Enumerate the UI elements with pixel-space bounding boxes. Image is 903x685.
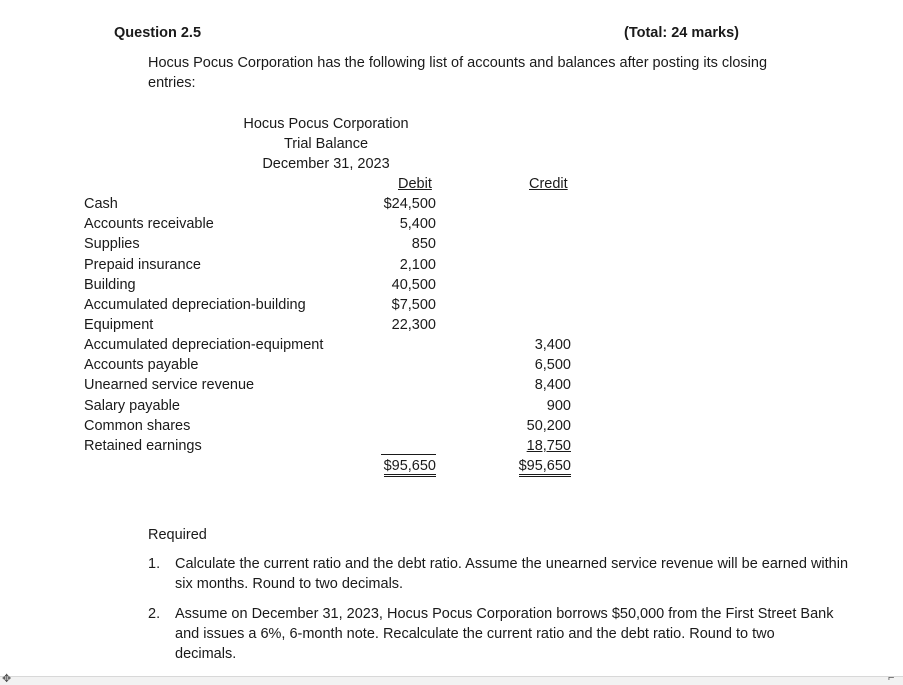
question-intro: Hocus Pocus Corporation has the following list of accounts and balances after posting its closing entries:	[148, 55, 768, 91]
account-name: Building	[84, 277, 136, 293]
credit-header: Credit	[529, 176, 568, 192]
item-number: 2.	[148, 606, 161, 622]
credit-amount: 6,500	[534, 357, 571, 373]
account-name: Unearned service revenue	[84, 377, 255, 393]
debit-amount: 40,500	[391, 277, 436, 293]
required-heading: Required	[148, 527, 207, 543]
debit-total-value: $95,650	[384, 458, 436, 477]
debit-amount: $24,500	[383, 196, 436, 212]
resize-corner-icon[interactable]: ⌐	[888, 672, 895, 684]
credit-total-value: $95,650	[519, 458, 571, 477]
debit-header: Debit	[398, 176, 432, 192]
required-item-1: Calculate the current ratio and the debt ratio. Assume the unearned service revenue will be earned within six months. Round to two decimals.	[175, 556, 849, 592]
debit-total	[346, 456, 436, 476]
account-name: Accumulated depreciation-building	[84, 297, 306, 313]
account-name: Cash	[84, 196, 118, 212]
debit-amount: 2,100	[399, 257, 436, 273]
item-number: 1.	[148, 556, 161, 572]
credit-amount: 18,750	[526, 438, 571, 454]
statement-date: December 31, 2023	[262, 156, 390, 172]
account-name: Accounts payable	[84, 357, 199, 373]
credit-amount: 3,400	[534, 337, 571, 353]
account-name: Supplies	[84, 236, 140, 252]
credit-total	[480, 456, 571, 476]
account-name: Equipment	[84, 317, 154, 333]
total-marks: (Total: 24 marks)	[624, 25, 739, 41]
statement-name: Trial Balance	[283, 136, 369, 152]
company-name: Hocus Pocus Corporation	[243, 116, 409, 132]
debit-amount: 5,400	[399, 216, 436, 232]
account-name: Prepaid insurance	[84, 257, 201, 273]
debit-total-rule	[381, 454, 436, 455]
required-item-2: Assume on December 31, 2023, Hocus Pocus Corporation borrows $50,000 from the First Street Bank and issues a 6%, 6-month note. Recalculate the current ratio and the debt ratio. Round to two decimals.	[175, 606, 834, 662]
account-name: Common shares	[84, 418, 191, 434]
credit-amount: 900	[546, 398, 571, 414]
debit-amount: 22,300	[391, 317, 436, 333]
credit-amount: 50,200	[526, 418, 571, 434]
account-name: Retained earnings	[84, 438, 202, 454]
account-name: Accounts receivable	[84, 216, 214, 232]
account-name: Accumulated depreciation-equipment	[84, 337, 324, 353]
debit-amount: $7,500	[391, 297, 436, 313]
move-handle-icon[interactable]: ✥	[2, 673, 12, 685]
question-title: Question 2.5	[114, 25, 202, 41]
debit-amount: 850	[411, 236, 436, 252]
account-name: Salary payable	[84, 398, 180, 414]
credit-amount: 8,400	[534, 377, 571, 393]
